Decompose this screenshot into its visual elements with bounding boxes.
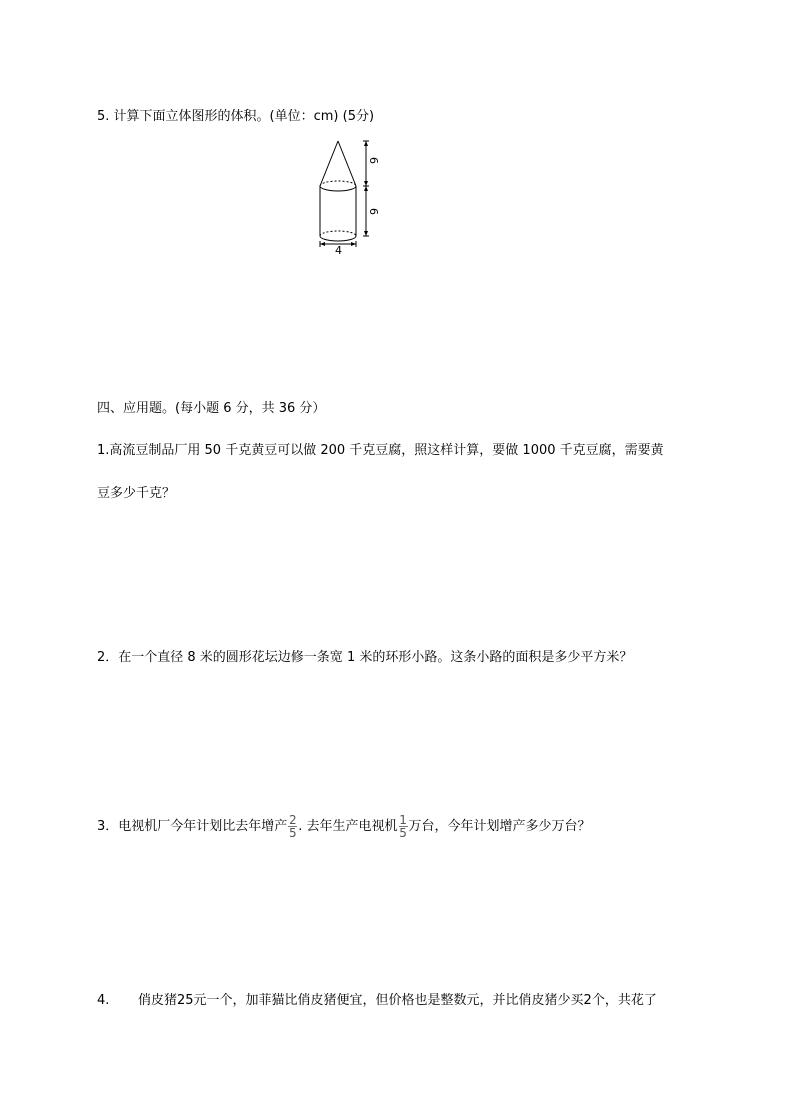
problem-3-part-3: 万台，今年计划增产多少万台？ — [408, 819, 591, 834]
cone-base-back — [320, 181, 356, 186]
problem-3-text — [97, 813, 591, 841]
cone-base-front — [320, 186, 356, 191]
cylinder-bottom-front — [320, 236, 356, 241]
problem-1-line-1: 1.高流豆制品厂用 50 千克黄豆可以做 200 千克豆腐，照这样计算，要做 1000 千克豆腐，需要黄 — [97, 443, 664, 458]
diameter-label: 4 — [335, 244, 342, 257]
problem-2-text: 2．在一个直径 8 米的圆形花坛边修一条宽 1 米的环形小路。这条小路的面积是多少平方米？ — [97, 650, 633, 665]
section-4-title: 四、应用题。(每小题 6 分，共 36 分） — [97, 401, 326, 416]
problem-4-text: 俏皮猪25元一个，加菲猫比俏皮猪便宜，但价格也是整数元，并比俏皮猪少买2个，共花了 — [138, 993, 657, 1008]
cone-right-edge — [338, 141, 356, 186]
cylinder-height-label: 6 — [367, 208, 380, 215]
cone-height-label: 6 — [367, 157, 380, 164]
problem-3-part-1: 3．电视机厂今年计划比去年增产 — [97, 819, 288, 834]
fraction-two-fifths: $\frac{2}{5}$ — [288, 813, 297, 840]
problem-4-number: 4. — [97, 993, 110, 1008]
fraction-one-fifth: $\frac{1}{5}$ — [399, 813, 407, 840]
cone-cylinder-figure — [316, 138, 396, 258]
question-5-text: 5. 计算下面立体图形的体积。(单位：cm) (5分) — [97, 109, 375, 124]
problem-3-part-2: . 去年生产电视机 — [298, 819, 398, 834]
cone-left-edge — [320, 141, 338, 186]
problem-1-line-2: 豆多少千克？ — [97, 486, 176, 501]
cylinder-bottom-back — [320, 231, 356, 236]
